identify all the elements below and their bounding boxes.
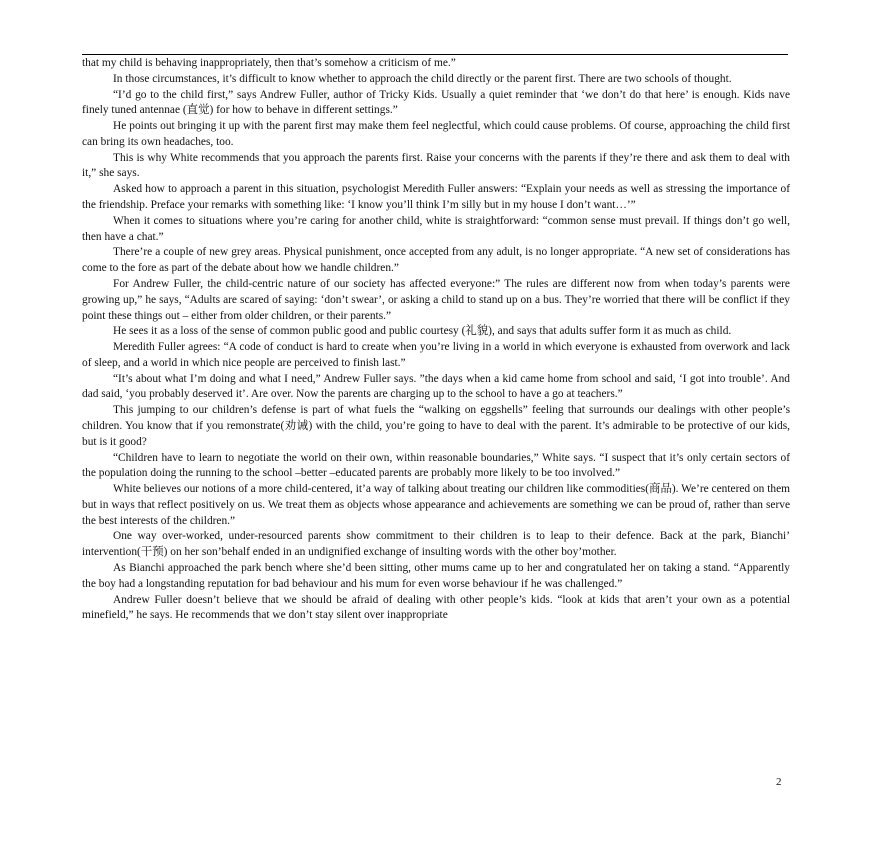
- paragraph: There’re a couple of new grey areas. Physical punishment, once accepted from any adult, is no longer appropriate. “A new set of considerations has come to the fore as part of the debate about how we handle children.”: [82, 246, 790, 275]
- paragraph: As Bianchi approached the park bench where she’d been sitting, other mums came up to her and congratulated her on taking a stand. “Apparently the boy had a longstanding reputation for bad behaviour and his mum for even worse behaviour if he was challenged.”: [82, 562, 790, 590]
- header-rule: [82, 54, 788, 55]
- paragraph: He sees it as a loss of the sense of common public good and public courtesy (礼貌), and says that adults suffer form it as much as child.: [113, 325, 732, 338]
- paragraph: Asked how to approach a parent in this situation, psychologist Meredith Fuller answers: “Explain your needs as well as stressing the importance of the friendship. Preface your remarks with something like: ‘I know you’ll think I’m silly but in my house I don’t want…’”: [82, 183, 790, 212]
- paragraph: “Children have to learn to negotiate the world on their own, within reasonable boundaries,” White says. “I suspect that it’s only certain sectors of the population doing the running to the school –better –educated parents are probably more likely to be too involved.”: [82, 451, 790, 480]
- paragraph: In those circumstances, it’s difficult to know whether to approach the child directly or the parent first. There are two schools of thought.: [113, 72, 732, 85]
- paragraph: This jumping to our children’s defense is part of what fuels the “walking on eggshells” feeling that surrounds our dealings with other people’s children. You know that if you remonstrate(劝诫) with the child, you’re going to have to deal with the parent. It’s admirable to be protective of our kids, but is it good?: [82, 404, 790, 448]
- paragraph: “It’s about what I’m doing and what I need,” Andrew Fuller says. ”the days when a kid came home from school and said, ‘I got into trouble’. And dad said, ‘you probably deserved it’. Are over. Now the parents are charging up to the school to have a go at teachers.”: [82, 372, 790, 401]
- paragraph: White believes our notions of a more child-centered, it’a way of talking about treating our children like commodities(商品). We’re centered on them but in ways that reflect positively on us. We treat them as objects whose appearance and achievements are something we can be proud of, rather than serve the best interests of the children.”: [82, 483, 790, 527]
- paragraph: “I’d go to the child first,” says Andrew Fuller, author of Tricky Kids. Usually a quiet reminder that ‘we don’t do that here’ is enough. Kids nave finely tuned antennae (直觉) for how to behave in different settings.”: [82, 88, 790, 117]
- article-body: [82, 56, 790, 624]
- paragraph: When it comes to situations where you’re caring for another child, white is straightforward: “common sense must prevail. If things don’t go well, then have a chat.”: [82, 214, 790, 243]
- paragraph: that my child is behaving inappropriately, then that’s somehow a criticism of me.”: [82, 57, 456, 69]
- paragraph: He points out bringing it up with the parent first may make them feel neglectful, which could cause problems. Of course, approaching the child first can bring its own headaches, too.: [82, 120, 790, 148]
- paragraph: This is why White recommends that you approach the parents first. Raise your concerns with the parents if they’re there and ask them to deal with it,” she says.: [82, 151, 790, 180]
- paragraph: One way over-worked, under-resourced parents show commitment to their children is to leap to their defence. Back at the park, Bianchi’ intervention(干预) on her son’behalf ended in an undignified exchange of insulting words with the other boy’mother.: [82, 530, 790, 559]
- paragraph: Meredith Fuller agrees: “A code of conduct is hard to create when you’re living in a world in which everyone is exhausted from overwork and lack of sleep, and a world in which nice people are perceived to finish last.”: [82, 341, 790, 369]
- page-number: 2: [776, 776, 782, 788]
- paragraph: For Andrew Fuller, the child-centric nature of our society has affected everyone:” The rules are different now from when today’s parents were growing up,” he says, “Adults are scared of saying: ‘don’t swear’, or asking a child to stand up on a bus. They’re worried that there will be conflict if they point these things out – either from older children, or their parents.”: [82, 277, 790, 322]
- paragraph: Andrew Fuller doesn’t believe that we should be afraid of dealing with other people’s kids. “look at kids that aren’t your own as a potential minefield,” he says. He recommends that we don’t stay silent over inappropriate: [82, 593, 790, 622]
